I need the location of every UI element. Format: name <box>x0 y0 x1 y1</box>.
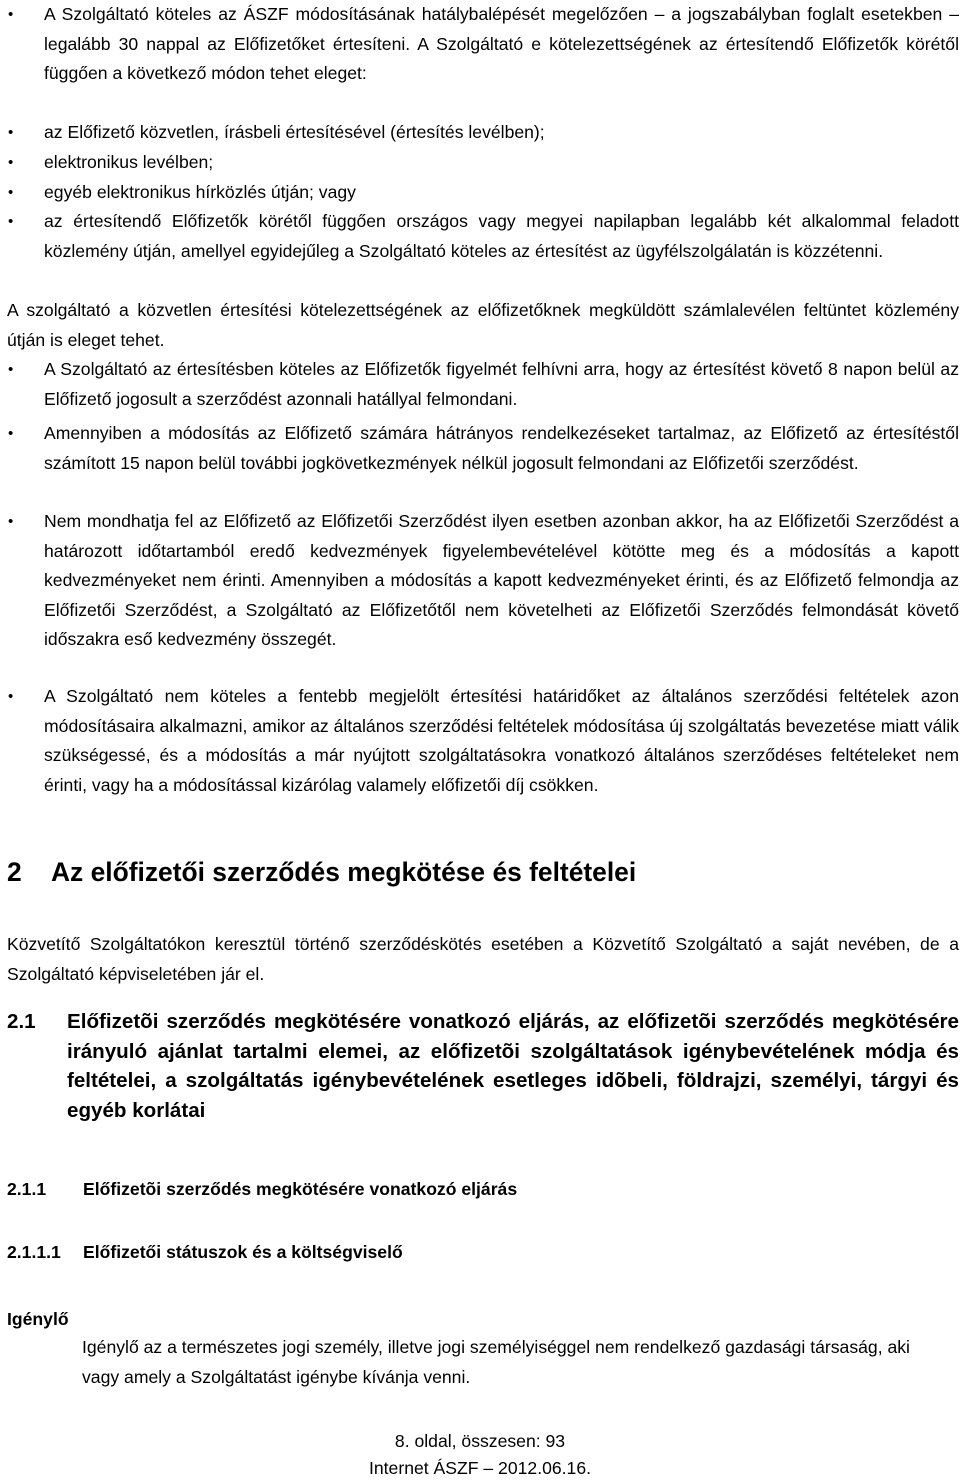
list-item: • Amennyiben a módosítás az Előfizető számára hátrányos rendelkezéseket tartalmaz, az Előfizető az értesítéstől számított 15 napon belül további jogkövetkezmények nélkül jogosult felmondani az Előfizetői szerződést. <box>44 419 959 478</box>
list-item: • az Előfizető közvetlen, írásbeli értesítésével (értesítés levélben); <box>44 118 959 148</box>
footer-page-number: 8. oldal, összesen: 93 <box>394 1431 566 1451</box>
list-item: • az értesítendő Előfizetők körétől függően országos vagy megyei napilapban legalább két alkalommal feladott közlemény útján, amellyel egyidejűleg a Szolgáltató köteles az értesítést az ügyfélszolgálatán is közzétenni. <box>44 207 959 266</box>
section-title: Előfizetõi szerződés megkötésére vonatkozó eljárás, az előfizetõi szerződés megkötésére irányuló ajánlat tartalmi elemei, az előfizetõi szolgáltatások igénybevételének módja és feltételei, a szolgáltatás igénybevételének esetleges idõbeli, földrajzi, személyi, tárgyi és egyéb korlátai <box>67 1010 959 1122</box>
list-item: • A Szolgáltató nem köteles a fentebb megjelölt értesítési határidőket az általános szerződési feltételek azon módosításaira alkalmazni, amikor az általános szerződési feltételek módosítása új szolgáltatás bevezetése miatt válik szükségessé, és a módosítás a már nyújtott szolgáltatásokra vonatkozó általános szerződéses feltételeket nem érinti, vagy ha a módosítással kizárólag valamely előfizetői díj csökken. <box>44 682 959 800</box>
list-item: • elektronikus levélben; <box>44 148 959 178</box>
section-title: Előfizetői státuszok és a költségviselő <box>83 1242 403 1262</box>
section-number: 2.1.1 <box>7 1179 47 1199</box>
section-2-heading <box>7 857 636 887</box>
list-item: • Nem mondhatja fel az Előfizető az Előfizetői Szerződést ilyen esetben azonban akkor, ha az Előfizetői Szerződést a határozott időtartamból eredő kedvezmények figyelembevételével kötötte meg és a módosítás a kapott kedvezményeket nem érinti. Amennyiben a módosítás a kapott kedvezményeket érinti, és az Előfizető felmondja az Előfizetői Szerződést, a Szolgáltató az Előfizetőtől nem követelheti az Előfizetői Szerződés felmondását követő időszakra eső kedvezmény összegét. <box>44 507 959 655</box>
list-item: • A Szolgáltató köteles az ÁSZF módosításának hatálybalépését megelőzően – a jogszabályban foglalt esetekben – legalább 30 nappal az Előfizetőket értesíteni. A Szolgáltató e kötelezettségének az értesítendő Előfizetők körétől függően a következő módon tehet eleget: <box>44 0 959 89</box>
section-2-1-heading <box>7 1007 959 1125</box>
term-definition: Igénylő az a természetes jogi személy, illetve jogi személyiséggel nem rendelkező gazdasági társaság, aki vagy amely a Szolgáltatást igénybe kívánja venni. <box>82 1337 910 1387</box>
section-number: 2.1 <box>7 1010 36 1033</box>
footer-document-title: Internet ÁSZF – 2012.06.16. <box>368 1458 592 1478</box>
section-2-intro: Közvetítő Szolgáltatókon keresztül történő szerződéskötés esetében a Közvetítő Szolgáltató a saját nevében, de a Szolgáltató képviseletében jár el. <box>7 934 959 984</box>
list-item: • egyéb elektronikus hírközlés útján; vagy <box>44 178 959 208</box>
section-2-1-1-heading <box>7 1174 517 1204</box>
section-number: 2 <box>7 857 22 887</box>
paragraph-invoice: A szolgáltató a közvetlen értesítési kötelezettségének az előfizetőknek megküldött számlalevélen feltüntet közlemény útján is eleget tehet. <box>7 300 959 350</box>
section-2-1-1-1-heading <box>7 1237 403 1267</box>
section-title: Az előfizetői szerződés megkötése és feltételei <box>51 857 637 887</box>
section-number: 2.1.1.1 <box>7 1242 61 1262</box>
term-heading: Igénylő <box>7 1309 69 1329</box>
list-item: • A Szolgáltató az értesítésben köteles az Előfizetők figyelmét felhívni arra, hogy az értesítést követő 8 napon belül az Előfizető jogosult a szerződést azonnali hatállyal felmondani. <box>44 355 959 414</box>
section-title: Előfizetõi szerződés megkötésére vonatkozó eljárás <box>83 1179 518 1199</box>
